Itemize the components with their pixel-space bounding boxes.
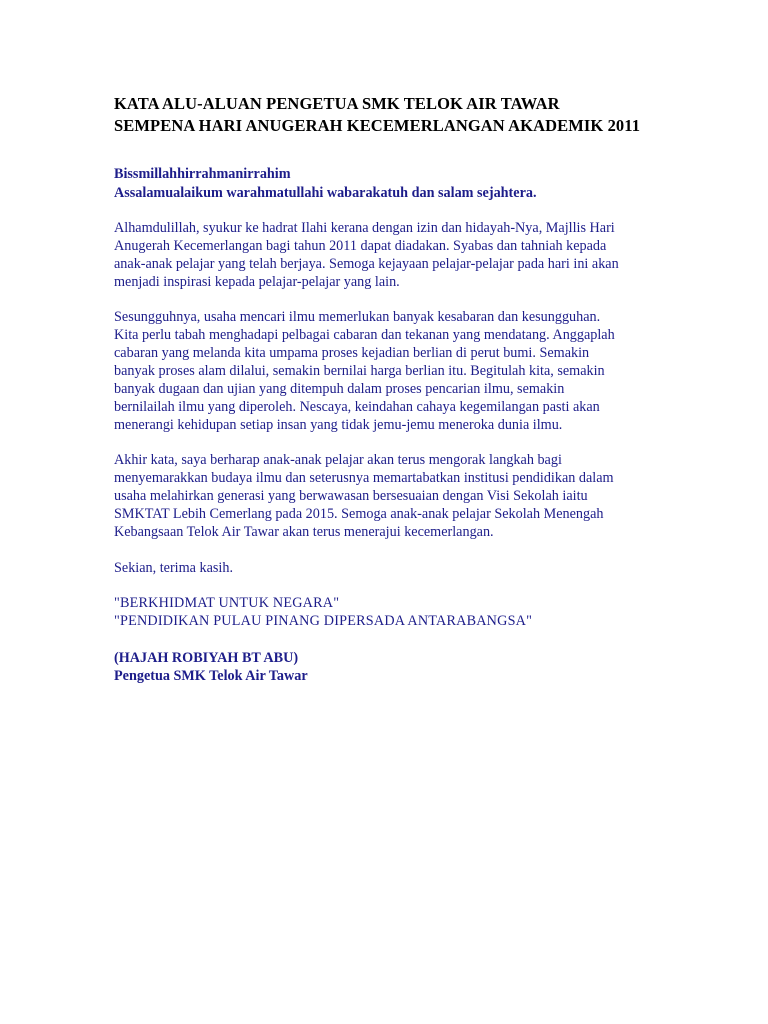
paragraph-line: menerangi kehidupan setiap insan yang tidak jemu-jemu meneroka dunia ilmu. [114,417,563,433]
document-page [114,93,674,685]
closing-line: Sekian, terima kasih. [114,560,233,576]
paragraph-2 [114,308,674,434]
salam-line: Assalamualaikum warahmatullahi wabarakatuh dan salam sejahtera. [114,185,537,201]
signature-block [114,649,674,685]
title-line-1: KATA ALU-ALUAN PENGETUA SMK TELOK AIR TAWAR [114,94,560,113]
paragraph-line: bernilailah ilmu yang diperoleh. Nescaya, keindahan cahaya kegemilangan pasti akan [114,399,600,415]
bismillah-line: Bissmillahhirrahmanirrahim [114,166,291,182]
signatory-position: Pengetua SMK Telok Air Tawar [114,668,308,684]
paragraph-line: SMKTAT Lebih Cemerlang pada 2015. Semoga anak-anak pelajar Sekolah Menengah [114,506,604,522]
paragraph-line: Anugerah Kecemerlangan bagi tahun 2011 dapat diadakan. Syabas dan tahniah kepada [114,238,607,254]
signatory-name: (HAJAH ROBIYAH BT ABU) [114,650,299,666]
paragraph-line: anak-anak pelajar yang telah berjaya. Semoga kejayaan pelajar-pelajar pada hari ini akan [114,256,619,272]
paragraph-line: usaha melahirkan generasi yang berwawasan bersesuaian dengan Visi Sekolah iaitu [114,488,588,504]
document-title [114,93,674,137]
paragraph-line: Kebangsaan Telok Air Tawar akan terus menerajui kecemerlangan. [114,524,494,540]
paragraph-line: menjadi inspirasi kepada pelajar-pelajar yang lain. [114,274,400,290]
paragraph-line: Alhamdulillah, syukur ke hadrat Ilahi kerana dengan izin dan hidayah-Nya, Majllis Hari [114,220,615,236]
paragraph-line: Sesungguhnya, usaha mencari ilmu memerlukan banyak kesabaran dan kesungguhan. [114,309,601,325]
title-line-2: SEMPENA HARI ANUGERAH KECEMERLANGAN AKADEMIK 2011 [114,116,641,135]
paragraph-1 [114,219,674,291]
mottos [114,594,674,630]
paragraph-line: banyak dugaan dan ujian yang ditempuh dalam proses pencarian ilmu, semakin [114,381,565,397]
paragraph-line: cabaran yang melanda kita umpama proses kejadian berlian di perut bumi. Semakin [114,345,590,361]
motto-state: "PENDIDIKAN PULAU PINANG DIPERSADA ANTARABANGSA" [114,613,533,629]
paragraph-line: banyak proses alam dilalui, semakin bernilai harga berlian itu. Begitulah kita, semakin [114,363,605,379]
paragraph-3 [114,451,674,541]
paragraph-line: Kita perlu tabah menghadapi pelbagai cabaran dan tekanan yang mendatang. Anggaplah [114,327,615,343]
paragraph-line: Akhir kata, saya berharap anak-anak pelajar akan terus mengorak langkah bagi [114,452,562,468]
paragraph-line: menyemarakkan budaya ilmu dan seterusnya memartabatkan institusi pendidikan dalam [114,470,614,486]
motto-school: "BERKHIDMAT UNTUK NEGARA" [114,595,340,611]
greeting [114,165,674,203]
